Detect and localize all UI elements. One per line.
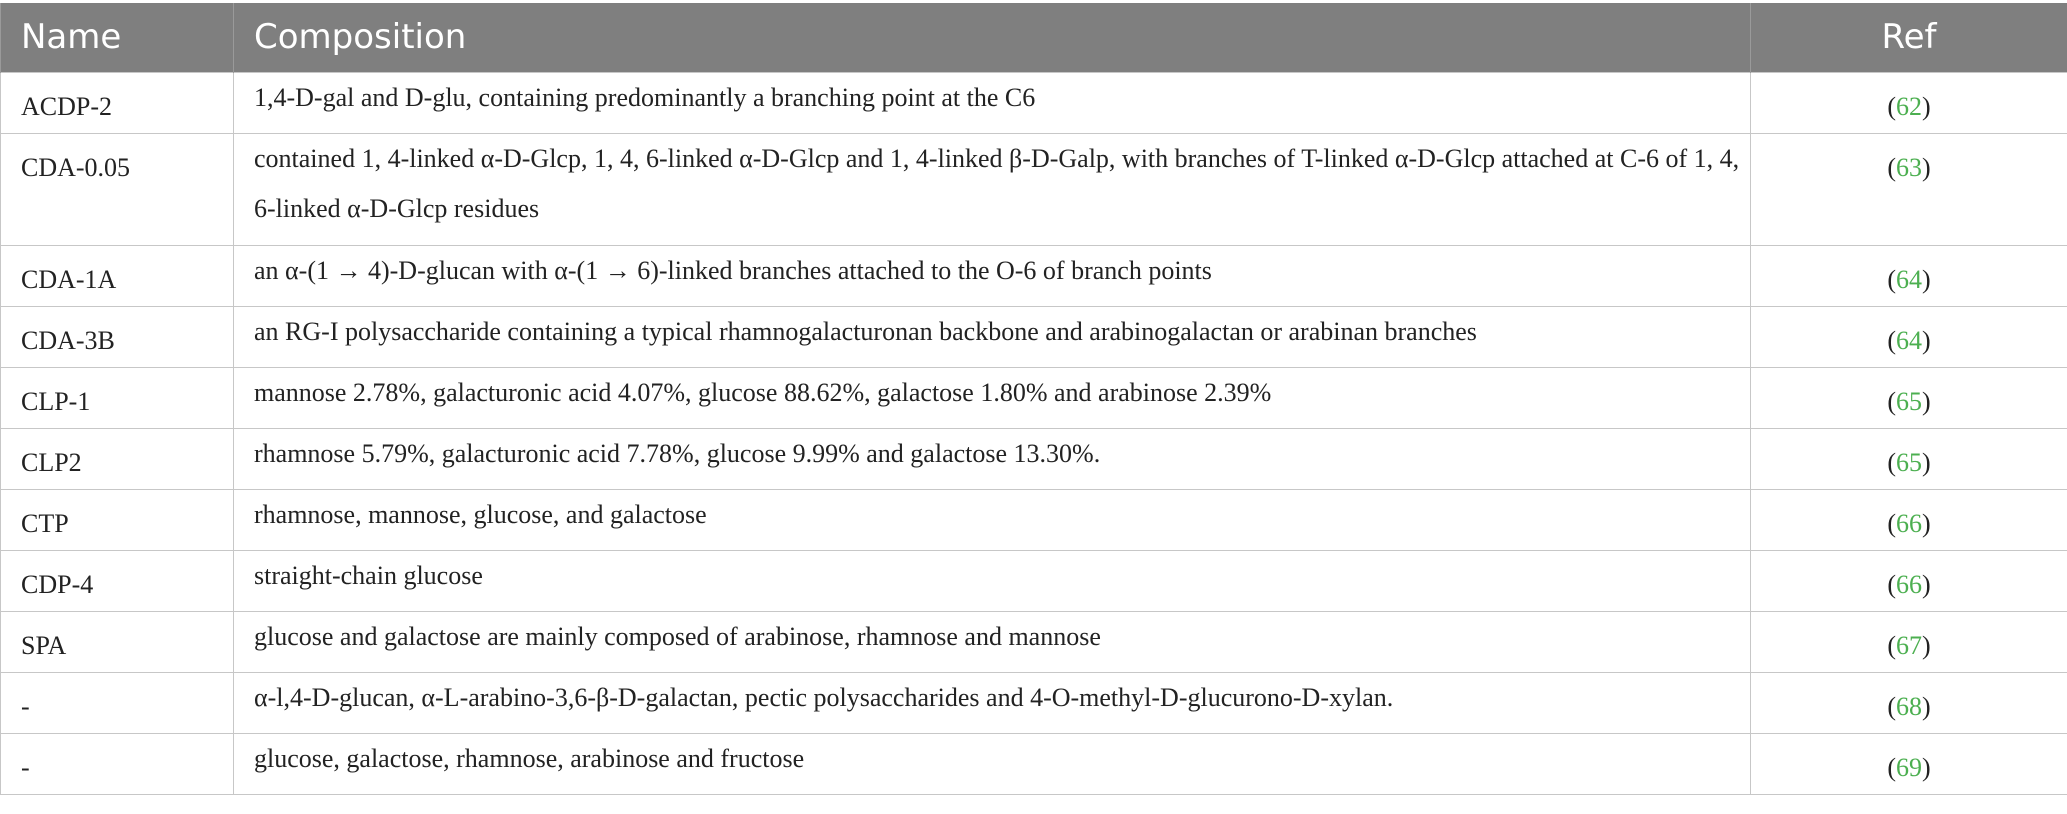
column-header-ref: Ref — [1751, 3, 2067, 72]
ref-link[interactable]: 62 — [1896, 91, 1922, 121]
row-composition-cell — [234, 611, 1751, 672]
row-composition: 1,4-D-gal and D-glu, containing predominantly a branching point at the C6 — [254, 82, 1036, 112]
row-ref-cell — [1751, 245, 2067, 306]
table-row — [1, 611, 2067, 672]
row-composition-cell — [234, 367, 1751, 428]
ref-link[interactable]: 67 — [1896, 630, 1922, 660]
ref-link[interactable]: 63 — [1896, 152, 1922, 182]
table-row — [1, 245, 2067, 306]
row-composition: contained 1, 4-linked α-D-Glcp, 1, 4, 6-linked α-D-Glcp and 1, 4-linked β-D-Galp, with branches of T-linked α-D-Glcp attached at C-6 of 1, 4, 6-linked α-D-Glcp residues — [254, 143, 1740, 223]
row-name: SPA — [21, 630, 67, 660]
row-ref: (67) — [1887, 630, 1931, 660]
row-name-cell — [1, 133, 234, 245]
table-row — [1, 428, 2067, 489]
row-name-cell — [1, 550, 234, 611]
ref-link[interactable]: 68 — [1896, 691, 1922, 721]
row-name: CLP2 — [21, 447, 82, 477]
row-composition: straight-chain glucose — [254, 560, 483, 590]
ref-link[interactable]: 65 — [1896, 447, 1922, 477]
row-name-cell — [1, 611, 234, 672]
row-ref: (64) — [1887, 264, 1931, 294]
row-ref: (63) — [1887, 152, 1931, 182]
row-composition: rhamnose 5.79%, galacturonic acid 7.78%, glucose 9.99% and galactose 13.30%. — [254, 438, 1101, 468]
row-ref-cell — [1751, 428, 2067, 489]
row-name: CDA-3B — [21, 325, 115, 355]
row-ref: (69) — [1887, 752, 1931, 782]
row-ref-cell — [1751, 733, 2067, 794]
row-name-cell — [1, 367, 234, 428]
table-row — [1, 72, 2067, 133]
row-name: CDP-4 — [21, 569, 94, 599]
row-composition-cell — [234, 672, 1751, 733]
composition-table-container — [0, 3, 2067, 795]
row-composition-cell — [234, 550, 1751, 611]
table-header — [1, 3, 2067, 72]
table-row — [1, 133, 2067, 245]
row-ref-cell — [1751, 550, 2067, 611]
row-name-cell — [1, 428, 234, 489]
ref-link[interactable]: 66 — [1896, 508, 1922, 538]
row-name: - — [21, 752, 30, 782]
row-composition-cell — [234, 306, 1751, 367]
row-ref: (65) — [1887, 386, 1931, 416]
row-ref: (64) — [1887, 325, 1931, 355]
row-composition: an RG-I polysaccharide containing a typical rhamnogalacturonan backbone and arabinogalactan or arabinan branches — [254, 316, 1477, 346]
row-name: CDA-1A — [21, 264, 117, 294]
table-row — [1, 367, 2067, 428]
column-header-composition: Composition — [234, 3, 1751, 72]
table-row — [1, 550, 2067, 611]
row-ref-cell — [1751, 133, 2067, 245]
row-composition: glucose, galactose, rhamnose, arabinose and fructose — [254, 743, 805, 773]
row-composition-cell — [234, 428, 1751, 489]
ref-link[interactable]: 64 — [1896, 264, 1922, 294]
row-composition-cell — [234, 133, 1751, 245]
ref-link[interactable]: 65 — [1896, 386, 1922, 416]
row-name-cell — [1, 733, 234, 794]
row-name: CTP — [21, 508, 69, 538]
ref-link[interactable]: 66 — [1896, 569, 1922, 599]
row-name: ACDP-2 — [21, 91, 113, 121]
row-name-cell — [1, 72, 234, 133]
row-composition: glucose and galactose are mainly composed of arabinose, rhamnose and mannose — [254, 621, 1101, 651]
table-row — [1, 489, 2067, 550]
row-ref-cell — [1751, 367, 2067, 428]
row-ref: (66) — [1887, 508, 1931, 538]
ref-link[interactable]: 69 — [1896, 752, 1922, 782]
row-composition: α-l,4-D-glucan, α-L-arabino-3,6-β-D-galactan, pectic polysaccharides and 4-O-methyl-D-glucurono-D-xylan. — [254, 682, 1394, 712]
row-name-cell — [1, 245, 234, 306]
row-composition: an α-(1 → 4)-D-glucan with α-(1 → 6)-linked branches attached to the O-6 of branch points — [254, 255, 1212, 285]
row-composition: mannose 2.78%, galacturonic acid 4.07%, glucose 88.62%, galactose 1.80% and arabinose 2.39% — [254, 377, 1272, 407]
row-name: - — [21, 691, 30, 721]
row-composition-cell — [234, 733, 1751, 794]
row-composition-cell — [234, 72, 1751, 133]
header-row — [1, 3, 2067, 72]
row-name: CDA-0.05 — [21, 152, 131, 182]
row-ref: (66) — [1887, 569, 1931, 599]
table-body — [1, 72, 2067, 794]
row-name-cell — [1, 489, 234, 550]
row-ref: (65) — [1887, 447, 1931, 477]
row-ref: (62) — [1887, 91, 1931, 121]
row-composition-cell — [234, 489, 1751, 550]
row-name-cell — [1, 672, 234, 733]
row-name-cell — [1, 306, 234, 367]
row-ref: (68) — [1887, 691, 1931, 721]
composition-table — [0, 3, 2067, 795]
table-row — [1, 306, 2067, 367]
column-header-name: Name — [1, 3, 234, 72]
row-ref-cell — [1751, 611, 2067, 672]
row-ref-cell — [1751, 672, 2067, 733]
row-composition-cell — [234, 245, 1751, 306]
row-name: CLP-1 — [21, 386, 91, 416]
ref-link[interactable]: 64 — [1896, 325, 1922, 355]
row-ref-cell — [1751, 72, 2067, 133]
table-row — [1, 733, 2067, 794]
row-ref-cell — [1751, 306, 2067, 367]
row-ref-cell — [1751, 489, 2067, 550]
table-row — [1, 672, 2067, 733]
row-composition: rhamnose, mannose, glucose, and galactose — [254, 499, 707, 529]
